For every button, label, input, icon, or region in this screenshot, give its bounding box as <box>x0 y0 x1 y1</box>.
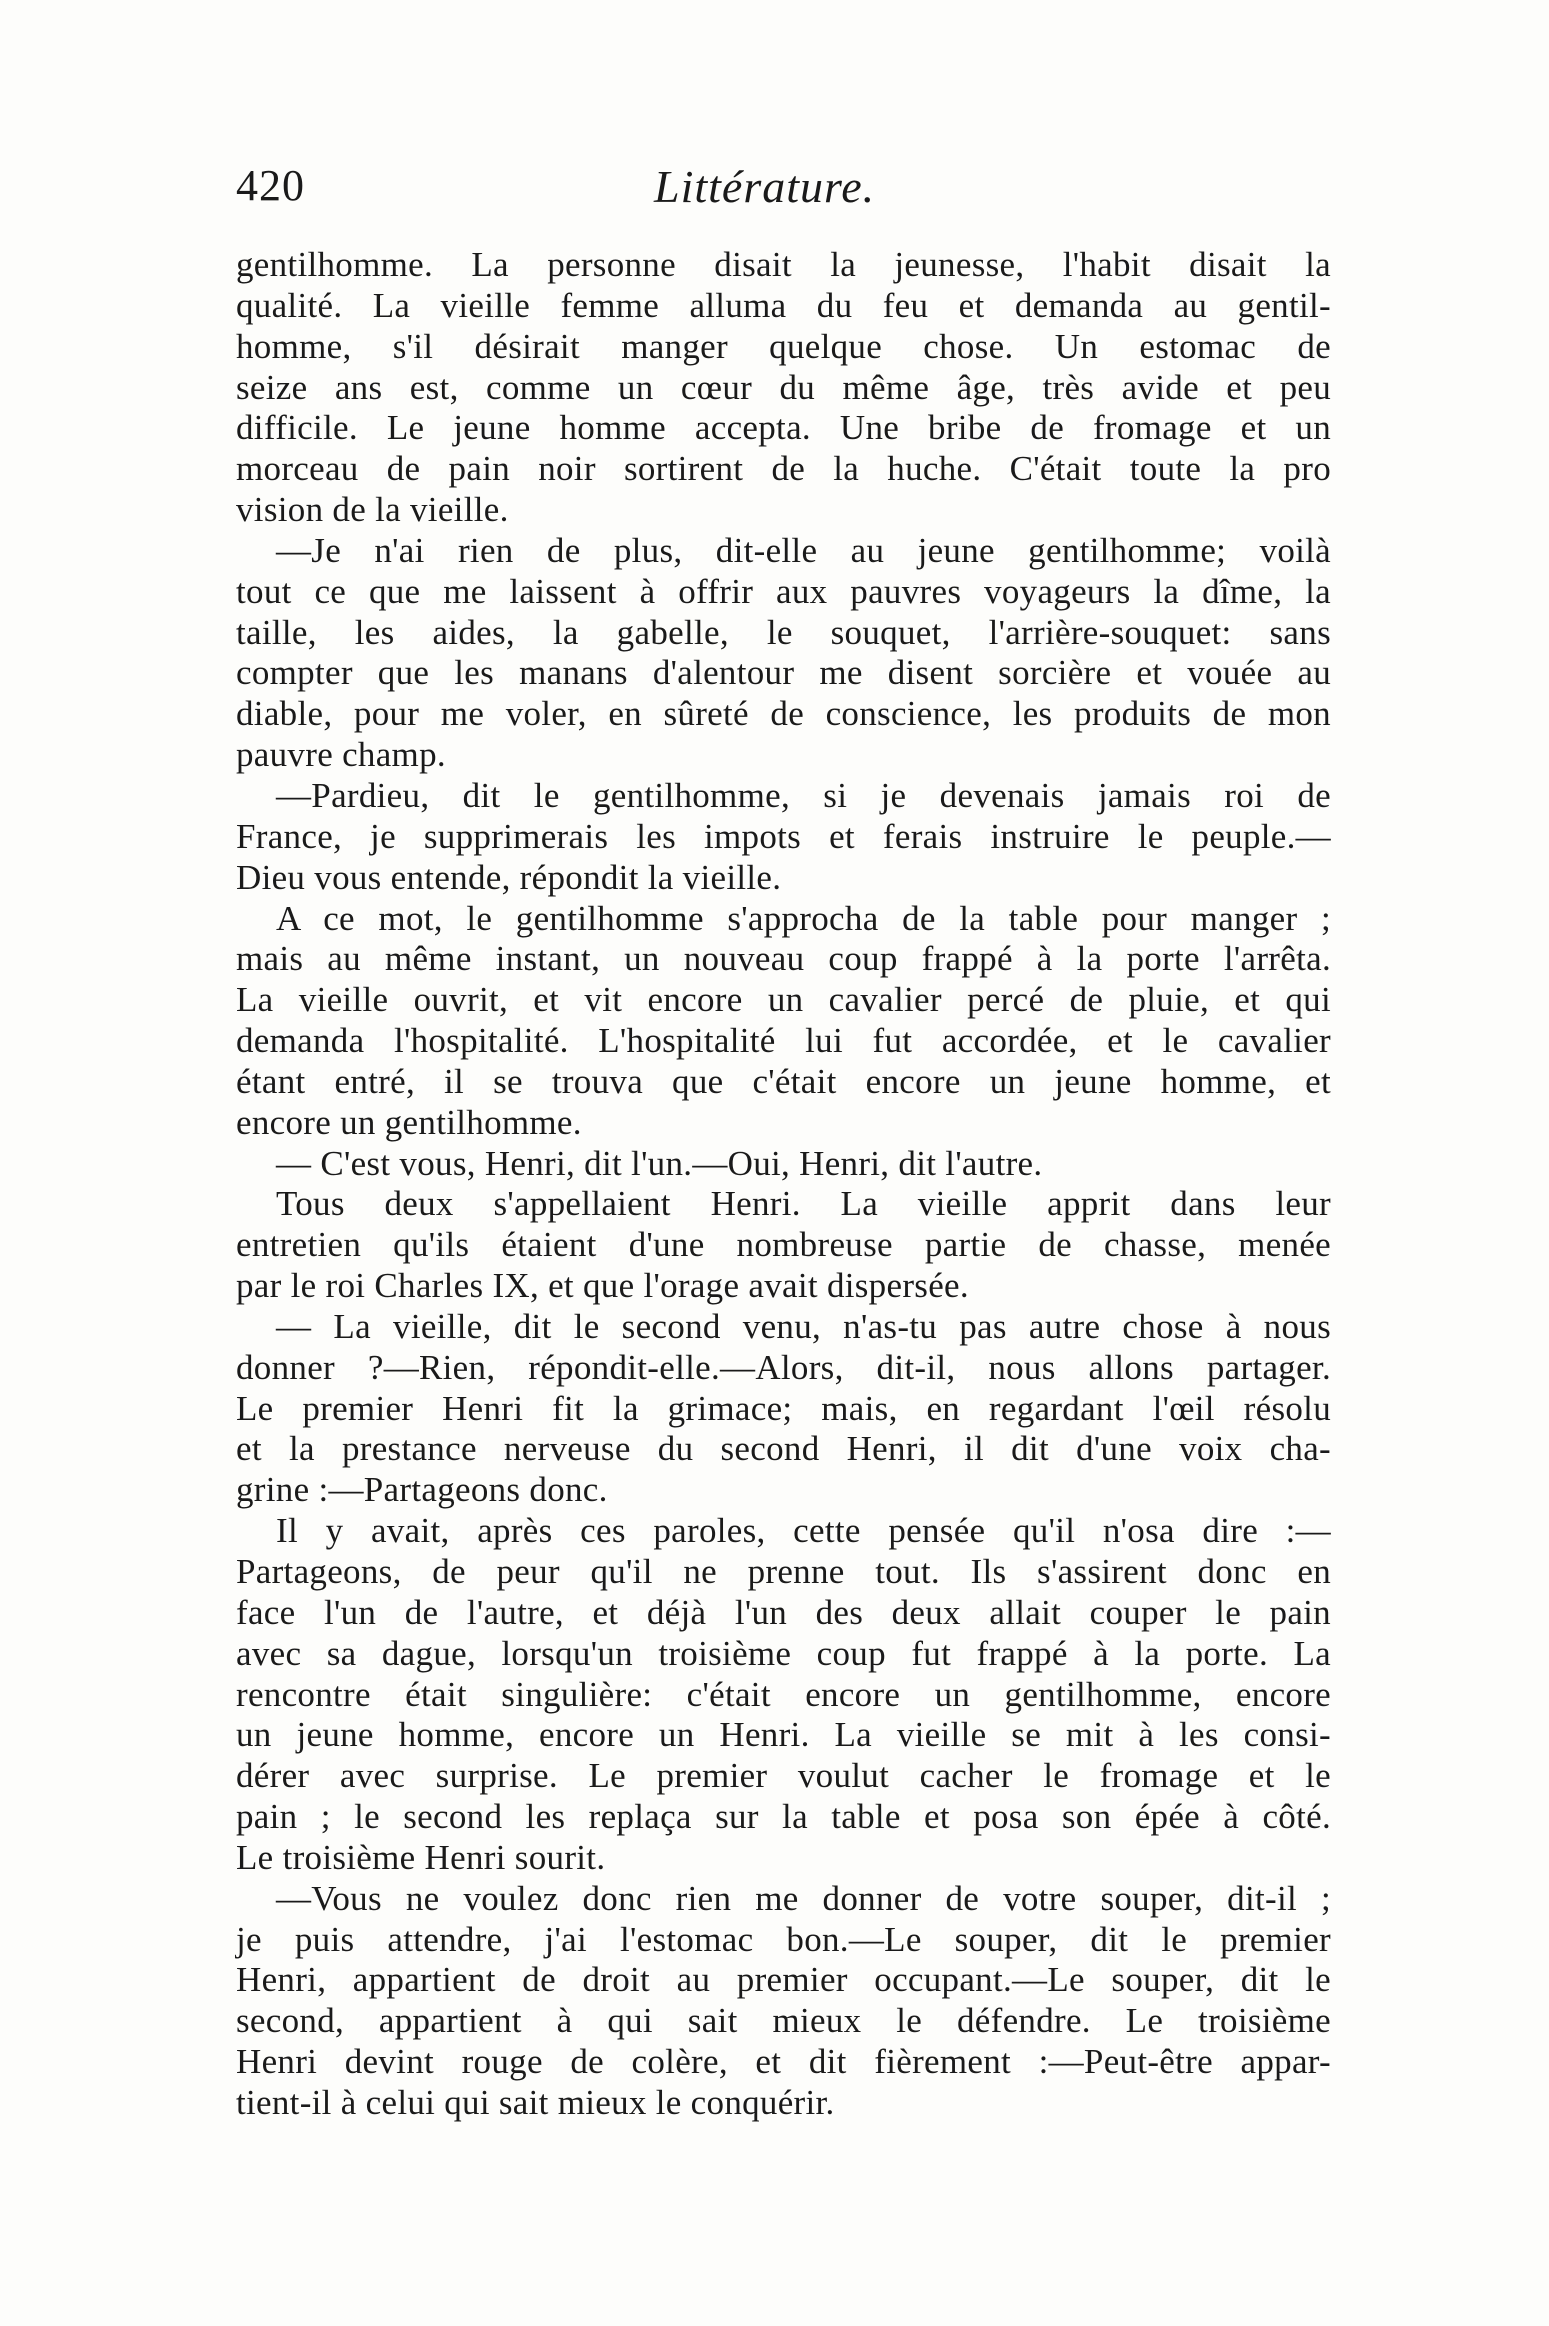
page-number: 420 <box>236 161 305 210</box>
text-line: tout ce que me laissent à offrir aux pauvres voyageurs la dîme, la <box>236 571 1331 611</box>
text-line: vision de la vieille. <box>236 490 509 530</box>
text-line: Le troisième Henri sourit. <box>236 1837 606 1877</box>
text-line: entretien qu'ils étaient d'une nombreuse partie de chasse, menée <box>236 1225 1331 1265</box>
text-line: — C'est vous, Henri, dit l'un.—Oui, Henri, dit l'autre. <box>276 1143 1043 1183</box>
text-line: gentilhomme. La personne disait la jeunesse, l'habit disait la <box>236 245 1331 284</box>
text-line: face l'un de l'autre, et déjà l'un des deux allait couper le pain <box>236 1592 1331 1632</box>
text-line: Henri, appartient de droit au premier occupant.—Le souper, dit le <box>236 1960 1331 2000</box>
text-line: morceau de pain noir sortirent de la huche. C'était toute la pro <box>236 449 1331 489</box>
text-line: tient-il à celui qui sait mieux le conquérir. <box>236 2082 835 2122</box>
text-line: Tous deux s'appellaient Henri. La vieille apprit dans leur <box>276 1184 1331 1224</box>
running-title: Littérature. <box>654 161 876 212</box>
page-header <box>236 160 1331 220</box>
text-line: mais au même instant, un nouveau coup frappé à la porte l'arrêta. <box>236 939 1331 979</box>
text-line: —Vous ne voulez donc rien me donner de votre souper, dit-il ; <box>276 1878 1331 1918</box>
text-line: Il y avait, après ces paroles, cette pensée qu'il n'osa dire :— <box>276 1511 1331 1551</box>
text-line: —Je n'ai rien de plus, dit-elle au jeune gentilhomme; voilà <box>276 530 1331 570</box>
body-text <box>236 245 1331 2124</box>
text-line: Le premier Henri fit la grimace; mais, en regardant l'œil résolu <box>236 1388 1331 1428</box>
text-line: je puis attendre, j'ai l'estomac bon.—Le souper, dit le premier <box>236 1919 1331 1959</box>
text-line: dérer avec surprise. Le premier voulut cacher le fromage et le <box>236 1756 1331 1796</box>
text-line: taille, les aides, la gabelle, le souquet, l'arrière-souquet: sans <box>236 612 1331 652</box>
text-line: donner ?—Rien, répondit-elle.—Alors, dit-il, nous allons partager. <box>236 1347 1331 1387</box>
text-line: A ce mot, le gentilhomme s'approcha de la table pour manger ; <box>276 898 1331 938</box>
text-line: qualité. La vieille femme alluma du feu et demanda au gentil- <box>236 285 1331 325</box>
text-line: encore un gentilhomme. <box>236 1102 582 1142</box>
text-line: par le roi Charles IX, et que l'orage avait dispersée. <box>236 1266 969 1306</box>
text-line: —Pardieu, dit le gentilhomme, si je devenais jamais roi de <box>276 775 1331 815</box>
text-line: Partageons, de peur qu'il ne prenne tout. Ils s'assirent donc en <box>236 1552 1331 1591</box>
text-line: rencontre était singulière: c'était encore un gentilhomme, encore <box>236 1674 1331 1714</box>
text-line: pain ; le second les replaça sur la table et posa son épée à côté. <box>236 1797 1331 1837</box>
text-line: La vieille ouvrit, et vit encore un cavalier percé de pluie, et qui <box>236 980 1331 1020</box>
text-line: France, je supprimerais les impots et ferais instruire le peuple.— <box>236 816 1331 856</box>
text-line: grine :—Partageons donc. <box>236 1470 608 1510</box>
text-line: et la prestance nerveuse du second Henri, il dit d'une voix cha- <box>236 1429 1331 1469</box>
text-line: homme, s'il désirait manger quelque chose. Un estomac de <box>236 326 1331 366</box>
text-line: Henri devint rouge de colère, et dit fièrement :—Peut-être appar- <box>236 2042 1331 2082</box>
text-line: avec sa dague, lorsqu'un troisième coup fut frappé à la porte. La <box>236 1633 1331 1673</box>
text-line: seize ans est, comme un cœur du même âge, très avide et peu <box>236 367 1331 407</box>
text-line: Dieu vous entende, répondit la vieille. <box>236 857 782 897</box>
text-line: second, appartient à qui sait mieux le défendre. Le troisième <box>236 2001 1331 2041</box>
text-line: un jeune homme, encore un Henri. La vieille se mit à les consi- <box>236 1715 1331 1755</box>
text-line: diable, pour me voler, en sûreté de conscience, les produits de mon <box>236 694 1331 734</box>
text-line: difficile. Le jeune homme accepta. Une bribe de fromage et un <box>236 408 1331 448</box>
text-line: — La vieille, dit le second venu, n'as-tu pas autre chose à nous <box>276 1306 1331 1346</box>
text-line: demanda l'hospitalité. L'hospitalité lui fut accordée, et le cavalier <box>236 1021 1331 1061</box>
text-line: pauvre champ. <box>236 735 446 775</box>
text-line: compter que les manans d'alentour me disent sorcière et vouée au <box>236 653 1331 693</box>
text-line: étant entré, il se trouva que c'était encore un jeune homme, et <box>236 1061 1331 1101</box>
